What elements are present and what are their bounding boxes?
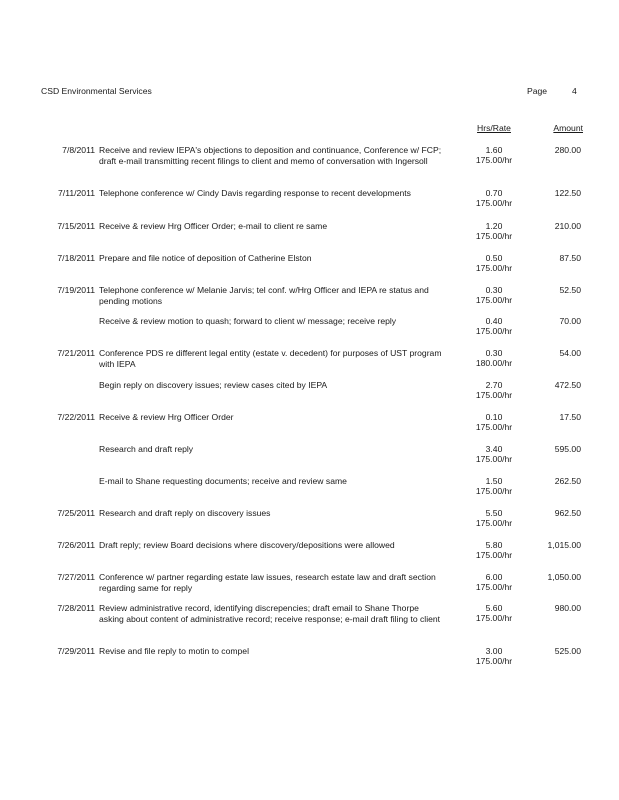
entry-rate: 175.00/hr	[475, 613, 513, 623]
entry-rate: 175.00/hr	[475, 582, 513, 592]
client-name: CSD Environmental Services	[41, 86, 152, 96]
entry-date: 7/29/2011	[57, 646, 95, 656]
entry-hours: 3.40	[485, 444, 503, 454]
entry-rate: 175.00/hr	[475, 231, 513, 241]
entry-rate: 175.00/hr	[475, 454, 513, 464]
entry-date: 7/21/2011	[57, 348, 95, 358]
entry-amount: 962.50	[554, 508, 581, 518]
entry-description: Review administrative record, identifying discrepencies; draft email to Shane Thorpe asking about content of administrative record; receive response; e-mail draft filing to client	[99, 603, 441, 624]
page-label: Page	[527, 86, 548, 96]
entry-hours: 5.60	[485, 603, 503, 613]
entry-hours: 0.70	[485, 188, 503, 198]
entry-amount: 52.50	[559, 285, 581, 295]
entry-rate: 175.00/hr	[475, 390, 513, 400]
entry-rate: 180.00/hr	[475, 358, 513, 368]
entry-amount: 87.50	[559, 253, 581, 263]
entry-amount: 980.00	[554, 603, 581, 613]
entry-hours: 1.50	[485, 476, 503, 486]
entry-description: Research and draft reply	[99, 444, 194, 454]
entry-amount: 17.50	[559, 412, 581, 422]
entry-hours: 0.50	[485, 253, 503, 263]
entry-rate: 175.00/hr	[475, 656, 513, 666]
entry-amount: 210.00	[554, 221, 581, 231]
entry-date: 7/27/2011	[57, 572, 95, 582]
entry-description: Conference w/ partner regarding estate law issues, research estate law and draft section regarding same for reply	[99, 572, 436, 593]
entry-description: Receive & review Hrg Officer Order; e-mail to client re same	[99, 221, 328, 231]
entry-amount: 472.50	[554, 380, 581, 390]
entry-description: Draft reply; review Board decisions where discovery/depositions were allowed	[99, 540, 395, 550]
entry-description: Receive and review IEPA's objections to deposition and continuance, Conference w/ FCP; draft e-mail transmitting recent filings to client and memo of conversation with Ingersoll	[99, 145, 442, 166]
entry-rate: 175.00/hr	[475, 263, 513, 273]
entry-description: Receive & review motion to quash; forward to client w/ message; receive reply	[99, 316, 397, 326]
entry-amount: 595.00	[554, 444, 581, 454]
entry-description: Telephone conference w/ Cindy Davis regarding response to recent developments	[99, 188, 411, 198]
entry-hours: 3.00	[485, 646, 503, 656]
entry-description: E-mail to Shane requesting documents; receive and review same	[99, 476, 347, 486]
entry-rate: 175.00/hr	[475, 486, 513, 496]
entry-amount: 262.50	[554, 476, 581, 486]
entry-amount: 70.00	[559, 316, 581, 326]
entry-date: 7/26/2011	[57, 540, 95, 550]
entry-hours: 5.50	[485, 508, 503, 518]
entry-date: 7/8/2011	[62, 145, 95, 155]
entry-date: 7/28/2011	[57, 603, 95, 613]
entry-amount: 54.00	[559, 348, 581, 358]
column-header-hrs-rate: Hrs/Rate	[477, 123, 511, 133]
entry-description: Begin reply on discovery issues; review cases cited by IEPA	[99, 380, 328, 390]
entry-date: 7/15/2011	[57, 221, 95, 231]
entry-amount: 1,050.00	[547, 572, 581, 582]
entry-hours: 6.00	[485, 572, 503, 582]
entry-hours: 0.30	[485, 285, 503, 295]
entry-hours: 1.20	[485, 221, 503, 231]
entry-hours: 2.70	[485, 380, 503, 390]
entry-rate: 175.00/hr	[475, 518, 513, 528]
entry-description: Telephone conference w/ Melanie Jarvis; tel conf. w/Hrg Officer and IEPA re status and pending motions	[99, 285, 429, 306]
entry-rate: 175.00/hr	[475, 155, 513, 165]
column-header-amount: Amount	[553, 123, 583, 133]
entry-description: Revise and file reply to motin to compel	[99, 646, 249, 656]
entry-hours: 0.40	[485, 316, 503, 326]
entry-date: 7/11/2011	[58, 188, 95, 198]
entry-rate: 175.00/hr	[475, 198, 513, 208]
entry-amount: 280.00	[554, 145, 581, 155]
entry-rate: 175.00/hr	[475, 295, 513, 305]
entry-amount: 122.50	[554, 188, 581, 198]
entry-amount: 525.00	[554, 646, 581, 656]
entry-rate: 175.00/hr	[475, 422, 513, 432]
entry-hours: 1.60	[485, 145, 503, 155]
entry-hours: 5.80	[485, 540, 503, 550]
entry-rate: 175.00/hr	[475, 550, 513, 560]
entry-amount: 1,015.00	[547, 540, 581, 550]
entry-date: 7/25/2011	[57, 508, 95, 518]
entry-date: 7/19/2011	[57, 285, 95, 295]
page-number: 4	[572, 86, 577, 96]
entry-date: 7/18/2011	[57, 253, 95, 263]
entry-hours: 0.10	[485, 412, 503, 422]
entry-description: Prepare and file notice of deposition of Catherine Elston	[99, 253, 312, 263]
entry-hours: 0.30	[485, 348, 503, 358]
entry-date: 7/22/2011	[57, 412, 95, 422]
entry-rate: 175.00/hr	[475, 326, 513, 336]
entry-description: Conference PDS re different legal entity (estate v. decedent) for purposes of UST program with IEPA	[99, 348, 442, 369]
entry-description: Receive & review Hrg Officer Order	[99, 412, 234, 422]
entry-description: Research and draft reply on discovery issues	[99, 508, 271, 518]
